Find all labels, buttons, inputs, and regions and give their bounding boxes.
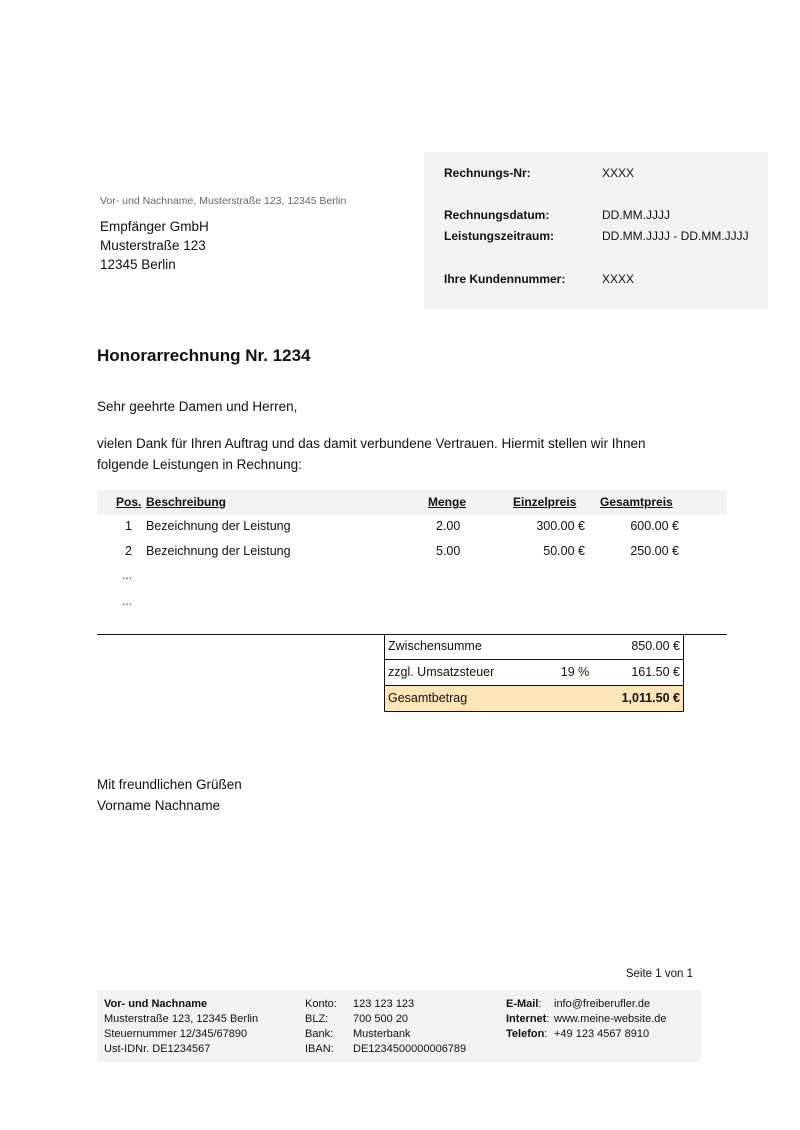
- signatory-name: Vorname Nachname: [97, 798, 221, 813]
- row-description: Bezeichnung der Leistung: [146, 544, 291, 558]
- closing-salutation: Mit freundlichen Grüßen: [97, 777, 242, 792]
- footer-contact-row: [506, 1027, 667, 1042]
- grand-total-row: [385, 685, 683, 711]
- bank-value: DE1234500000006789: [353, 1043, 467, 1055]
- subtotal-label: Zwischensumme: [388, 639, 482, 653]
- recipient-street: Musterstraße 123: [100, 238, 206, 253]
- vat-value: 161.50 €: [631, 665, 680, 679]
- greeting: Sehr geehrte Damen und Herren,: [97, 399, 298, 414]
- header-description: Beschreibung: [146, 495, 227, 509]
- contact-label: [506, 997, 554, 1012]
- row-pos: 1: [125, 519, 132, 533]
- service-period-value: DD.MM.JJJJ - DD.MM.JJJJ: [602, 229, 749, 243]
- footer-bank-row: [305, 1012, 466, 1027]
- footer-contact-column: [506, 997, 667, 1042]
- row-pos: 2: [125, 544, 132, 558]
- sender-return-address: Vor- und Nachname, Musterstraße 123, 12345 Berlin: [100, 195, 347, 207]
- placeholder-row: ...: [122, 594, 133, 608]
- contact-label: [506, 1027, 554, 1042]
- row-quantity: 2.00: [436, 519, 461, 533]
- footer-sender-column: [104, 997, 258, 1057]
- bank-label: IBAN:: [305, 1043, 334, 1055]
- row-description: Bezeichnung der Leistung: [146, 519, 291, 533]
- bank-label: Bank:: [305, 1028, 334, 1040]
- vat-label: zzgl. Umsatzsteuer: [388, 665, 495, 679]
- placeholder-row: ...: [122, 568, 133, 582]
- recipient-name: Empfänger GmbH: [100, 219, 209, 234]
- footer-contact-row: [506, 1012, 667, 1027]
- website-link[interactable]: www.meine-website.de: [554, 1013, 667, 1025]
- vat-row: [385, 659, 683, 685]
- footer-name: Vor- und Nachname: [104, 998, 208, 1010]
- header-quantity: Menge: [428, 495, 467, 509]
- contact-label-colon: :: [544, 1028, 548, 1040]
- document-title: Honorarrechnung Nr. 1234: [97, 346, 311, 365]
- closing: [97, 774, 242, 816]
- recipient-address: [100, 217, 209, 274]
- footer-bank-row: [305, 1027, 466, 1042]
- header-unit-price: Einzelpreis: [513, 495, 577, 509]
- contact-label-colon: :: [546, 1013, 550, 1025]
- customer-number-label: Ihre Kundennummer:: [444, 272, 566, 286]
- header-pos: Pos.: [116, 495, 142, 509]
- footer-tax-number: Steuernummer 12/345/67890: [104, 1028, 248, 1040]
- footer-bank-column: [305, 997, 466, 1057]
- grand-total-value: 1,011.50 €: [621, 691, 680, 705]
- contact-label-text: Telefon: [506, 1028, 545, 1040]
- footer-address: Musterstraße 123, 12345 Berlin: [104, 1013, 259, 1025]
- vat-rate: 19 %: [560, 665, 590, 679]
- row-unit-price: 300.00 €: [536, 519, 585, 533]
- subtotal-row: [385, 634, 683, 659]
- items-table-header: [97, 490, 727, 515]
- footer: [97, 990, 701, 1062]
- phone-number: +49 123 4567 8910: [554, 1028, 650, 1040]
- footer-bank-row: [305, 997, 466, 1012]
- header-total-price: Gesamtpreis: [600, 495, 673, 509]
- contact-label: [506, 1012, 554, 1027]
- bank-label: Konto:: [305, 998, 337, 1010]
- row-quantity: 5.00: [436, 544, 461, 558]
- bank-value: 700 500 20: [353, 1013, 409, 1025]
- bank-value: 123 123 123: [353, 998, 415, 1010]
- intro-text: [97, 433, 697, 475]
- page-number: Seite 1 von 1: [625, 968, 693, 980]
- invoice-number-label: Rechnungs-Nr:: [444, 166, 531, 180]
- customer-number-value: XXXX: [602, 272, 635, 286]
- invoice-info-box: [424, 152, 768, 309]
- table-row: [97, 539, 727, 564]
- row-total-price: 250.00 €: [630, 544, 679, 558]
- grand-total-label: Gesamtbetrag: [388, 691, 468, 705]
- totals-box: [384, 634, 684, 712]
- contact-label-colon: :: [538, 998, 542, 1010]
- footer-contact-row: [506, 997, 667, 1012]
- row-unit-price: 50.00 €: [543, 544, 585, 558]
- email-link[interactable]: info@freiberufler.de: [554, 998, 651, 1010]
- intro-line-2: folgende Leistungen in Rechnung:: [97, 457, 302, 472]
- contact-label-text: Internet: [506, 1013, 547, 1025]
- row-total-price: 600.00 €: [630, 519, 679, 533]
- invoice-date-label: Rechnungsdatum:: [444, 208, 550, 222]
- service-period-label: Leistungszeitraum:: [444, 229, 555, 243]
- bank-value: Musterbank: [353, 1028, 411, 1040]
- invoice-date-value: DD.MM.JJJJ: [602, 208, 670, 222]
- table-row: [97, 514, 727, 539]
- contact-label-text: E-Mail: [506, 998, 539, 1010]
- footer-bank-row: [305, 1042, 466, 1057]
- invoice-number-value: XXXX: [602, 166, 635, 180]
- recipient-city: 12345 Berlin: [100, 257, 176, 272]
- intro-line-1: vielen Dank für Ihren Auftrag und das damit verbundene Vertrauen. Hiermit stellen wir Ihnen: [97, 436, 646, 451]
- bank-label: BLZ:: [305, 1013, 329, 1025]
- footer-vat-id: Ust-IDNr. DE1234567: [104, 1043, 211, 1055]
- subtotal-value: 850.00 €: [631, 639, 680, 653]
